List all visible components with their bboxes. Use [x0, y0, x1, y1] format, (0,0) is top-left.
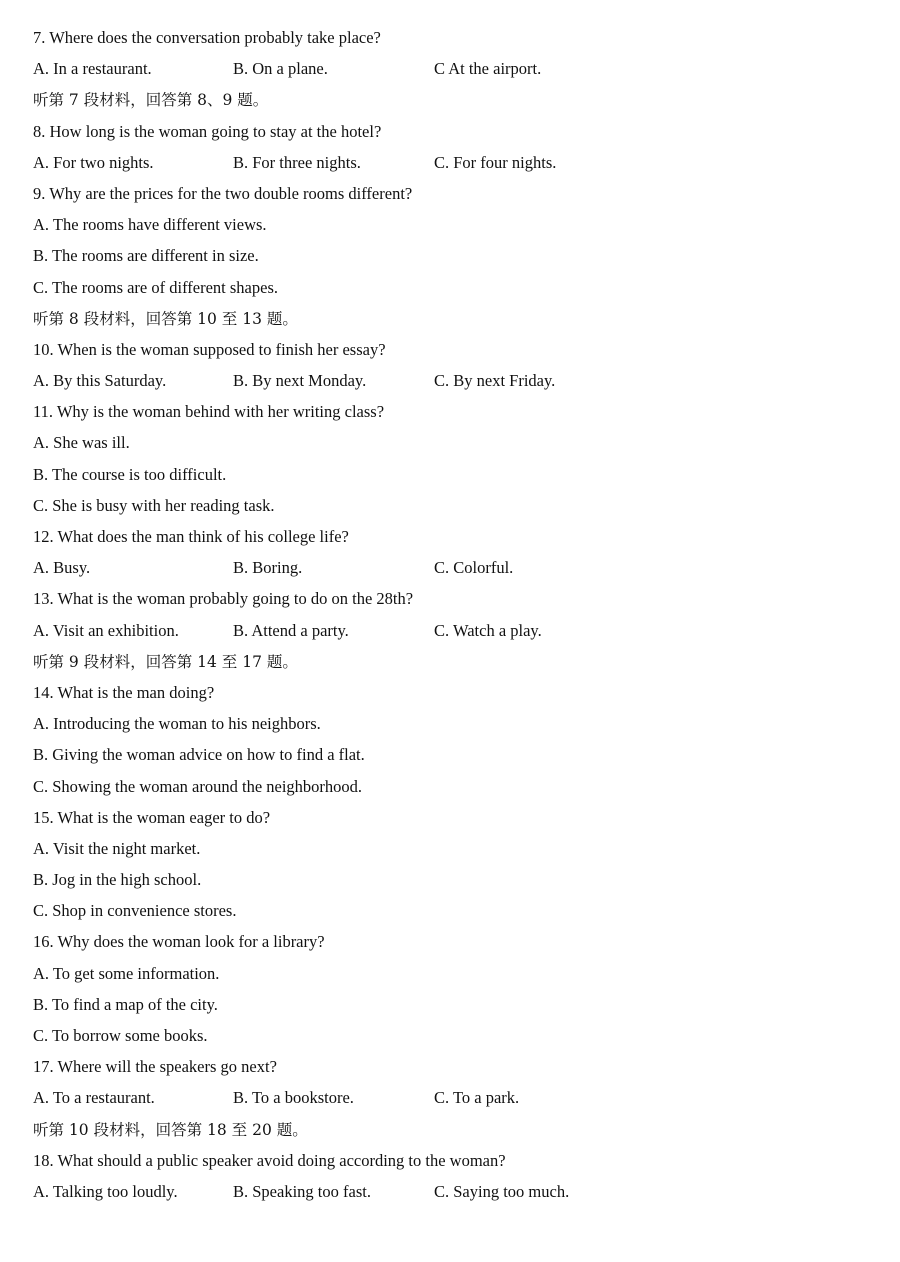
question-7	[33, 25, 883, 56]
option-c: C. Saying too much.	[434, 1181, 570, 1201]
question-text: 15. What is the woman eager to do?	[33, 807, 271, 827]
option-a: A. By this Saturday.	[33, 371, 167, 391]
question-12	[33, 524, 883, 555]
option-a: A. To get some information.	[33, 963, 220, 983]
option-a: A. Introducing the woman to his neighbors.	[33, 714, 321, 734]
question-text: 12. What does the man think of his college life?	[33, 527, 349, 546]
options-row-7	[33, 56, 883, 87]
question-10	[33, 337, 883, 368]
question-18	[33, 1148, 883, 1179]
options-row-10	[33, 368, 883, 399]
option-c: C. Watch a play.	[434, 620, 542, 640]
question-text: 9. Why are the prices for the two double rooms different?	[33, 183, 413, 203]
options-row-18	[33, 1179, 883, 1210]
option-b: B. Attend a party.	[233, 620, 349, 640]
section-instruction-8: 听第 8 段材料，回答第 10 至 13 题。	[33, 309, 298, 328]
option-b: B. Jog in the high school.	[33, 870, 202, 890]
option-c: C At the airport.	[434, 59, 542, 79]
question-15	[33, 805, 883, 836]
option-c: C. To borrow some books.	[33, 1026, 208, 1045]
option-a: A. Busy.	[33, 558, 91, 578]
option-b: B. By next Monday.	[233, 371, 367, 391]
question-13	[33, 586, 883, 617]
option-a: A. She was ill.	[33, 433, 130, 453]
section-instruction-9: 听第 9 段材料，回答第 14 至 17 题。	[33, 652, 298, 671]
option-a: A. To a restaurant.	[33, 1088, 155, 1108]
question-9	[33, 181, 883, 212]
option-c: C. For four nights.	[434, 152, 557, 172]
question-text: 13. What is the woman probably going to do on the 28th?	[33, 589, 414, 609]
section-instruction-7: 听第 7 段材料，回答第 8、9 题。	[33, 91, 269, 110]
question-text: 16. Why does the woman look for a library?	[33, 932, 325, 952]
question-8	[33, 119, 883, 150]
option-c: C. Shop in convenience stores.	[33, 901, 237, 921]
options-row-8	[33, 150, 883, 181]
options-row-13	[33, 618, 883, 649]
options-row-17	[33, 1085, 883, 1116]
question-text: 8. How long is the woman going to stay at the hotel?	[33, 121, 382, 141]
question-16	[33, 929, 883, 960]
section-instruction-10: 听第 10 段材料，回答第 18 至 20 题。	[33, 1120, 308, 1139]
question-14	[33, 680, 883, 711]
option-c: C. The rooms are of different shapes.	[33, 277, 278, 297]
option-a: A. In a restaurant.	[33, 59, 152, 79]
question-11	[33, 399, 883, 430]
option-c: C. She is busy with her reading task.	[33, 495, 275, 515]
question-text: 10. When is the woman supposed to finish her essay?	[33, 339, 386, 359]
question-text: 14. What is the man doing?	[33, 682, 215, 702]
option-b: B. The rooms are different in size.	[33, 246, 259, 266]
question-text: 7. Where does the conversation probably take place?	[33, 28, 381, 47]
option-a: A. The rooms have different views.	[33, 215, 267, 235]
option-c: C. To a park.	[434, 1088, 520, 1108]
option-c: C. Showing the woman around the neighborhood.	[33, 776, 363, 796]
option-b: B. Giving the woman advice on how to find a flat.	[33, 745, 365, 765]
option-b: B. The course is too difficult.	[33, 464, 227, 484]
options-row-12	[33, 555, 883, 586]
option-b: B. Speaking too fast.	[233, 1181, 371, 1201]
option-a: A. Talking too loudly.	[33, 1181, 178, 1201]
question-text: 17. Where will the speakers go next?	[33, 1057, 277, 1077]
option-c: C. Colorful.	[434, 558, 514, 578]
option-b: B. To find a map of the city.	[33, 994, 218, 1014]
question-text: 18. What should a public speaker avoid doing according to the woman?	[33, 1150, 506, 1170]
option-c: C. By next Friday.	[434, 371, 556, 391]
exam-page	[33, 25, 883, 1210]
option-b: B. Boring.	[233, 558, 303, 578]
option-b: B. For three nights.	[233, 152, 361, 172]
option-a: A. Visit an exhibition.	[33, 620, 179, 640]
option-b: B. On a plane.	[233, 59, 328, 79]
option-a: A. For two nights.	[33, 152, 154, 172]
option-a: A. Visit the night market.	[33, 838, 201, 858]
option-b: B. To a bookstore.	[233, 1088, 354, 1108]
question-text: 11. Why is the woman behind with her writing class?	[33, 402, 385, 422]
question-17	[33, 1054, 883, 1085]
